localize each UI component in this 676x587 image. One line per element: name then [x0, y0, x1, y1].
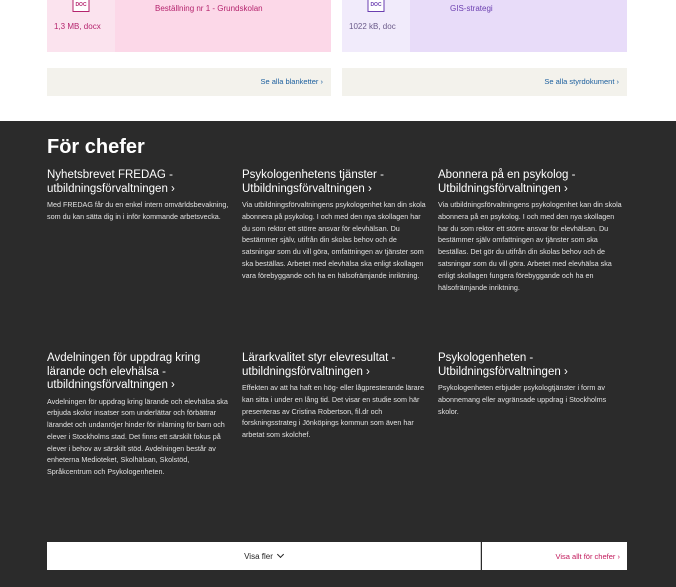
see-all-governing-link[interactable]: Se alla styrdokument › [342, 68, 627, 96]
documents-area [0, 0, 676, 121]
section-heading: För chefer [47, 136, 145, 158]
show-all-link[interactable]: Visa allt för chefer › [482, 542, 627, 570]
news-item-title[interactable]: Nyhetsbrevet FREDAG - utbildningsförvaltningen › [47, 169, 175, 195]
news-item [47, 169, 235, 223]
news-item-title[interactable]: Lärarkvalitet styr elevresultat - utbildningsförvaltningen › [242, 352, 396, 378]
news-item [438, 169, 626, 293]
document-card[interactable] [47, 0, 331, 52]
managers-section [0, 121, 676, 587]
file-meta: 1,3 MB, docx [54, 22, 101, 31]
news-item-desc: Med FREDAG får du en enkel intern omvärldsbevakning, som du kan sätta dig in i inför kommande arbetsvecka. [47, 200, 229, 221]
news-item-title[interactable]: Psykologenhetens tjänster - Utbildningsförvaltningen › [242, 169, 384, 195]
news-item-desc: Via utbildningsförvaltningens psykologenhet kan din skola abonnera på en psykolog. I och med den nya skollagen har du som rektor ett större ansvar för elevhälsan. Du bestämmer själv omfattningen av tjänster som ska beställas. Det gör du utifrån din skolas behov och de satsningar som du vill göra. Arbetet med elevhälsa ska enligt skollagen fungera förebyggande och ha en hälsofrämjande inriktning. [438, 200, 622, 292]
news-item [242, 352, 430, 441]
news-item [47, 352, 235, 478]
news-item [242, 169, 430, 282]
news-item-desc: Psykologenheten erbjuder psykologtjänster i form av abonnemang eller avgränsade uppdrag i Stockholms skolor. [438, 383, 607, 416]
news-item-desc: Via utbildningsförvaltningens psykologenhet kan din skola abonnera på psykolog. I och med den nya skollagen har du som rektor ett större ansvar för elevhälsan. Du bestämmer själv, utifrån din skolas behov och de satsningar som du vill göra, omfattningen av tjänster som ska beställas. Arbetet med elevhälsa ska enligt skollagen vara förebyggande och ha en hälsofrämjande inriktning. [242, 200, 426, 280]
show-more-label: Visa fler [244, 551, 273, 561]
doc-file-icon: DOC [368, 0, 385, 12]
document-card[interactable] [342, 0, 627, 52]
document-title[interactable]: Beställning nr 1 - Grundskolan [155, 4, 263, 13]
news-item-title[interactable]: Psykologenheten - Utbildningsförvaltningen › [438, 352, 568, 378]
doc-file-icon: DOC [73, 0, 90, 12]
news-item-desc: Avdelningen för uppdrag kring lärande och elevhälsa ska erbjuda skolor insatser som underlättar och förbättrar lärandet och undanröjer hinder för inlärning för barn och elever i Stockholms stad. Det finns ett särskilt fokus på elever i behov av särskilt stöd. Avdelningen består av enheterna Medioteket, Skolhälsan, Skolstöd, Språkcentrum och Psykologenheten. [47, 396, 228, 477]
see-all-forms-link[interactable]: Se alla blanketter › [47, 68, 331, 96]
show-more-button[interactable] [47, 542, 481, 570]
file-meta: 1022 kB, doc [349, 22, 396, 31]
news-item-desc: Effekten av att ha haft en hög- eller lågpresterande lärare kan sitta i under en lång tid. Det visar en studie som här presenteras av Cristina Robertson, fil.dr och forskningsstrateg i Jönköpings kommun som även har arbetat som skolchef. [242, 383, 425, 440]
news-item-title[interactable]: Abonnera på en psykolog - Utbildningsförvaltningen › [438, 169, 576, 195]
news-item [438, 352, 626, 417]
news-item-title[interactable]: Avdelningen för uppdrag kring lärande och elevhälsa - utbildningsförvaltningen › [47, 352, 201, 391]
document-title[interactable]: GIS-strategi [450, 4, 493, 13]
chevron-down-icon [277, 551, 284, 558]
